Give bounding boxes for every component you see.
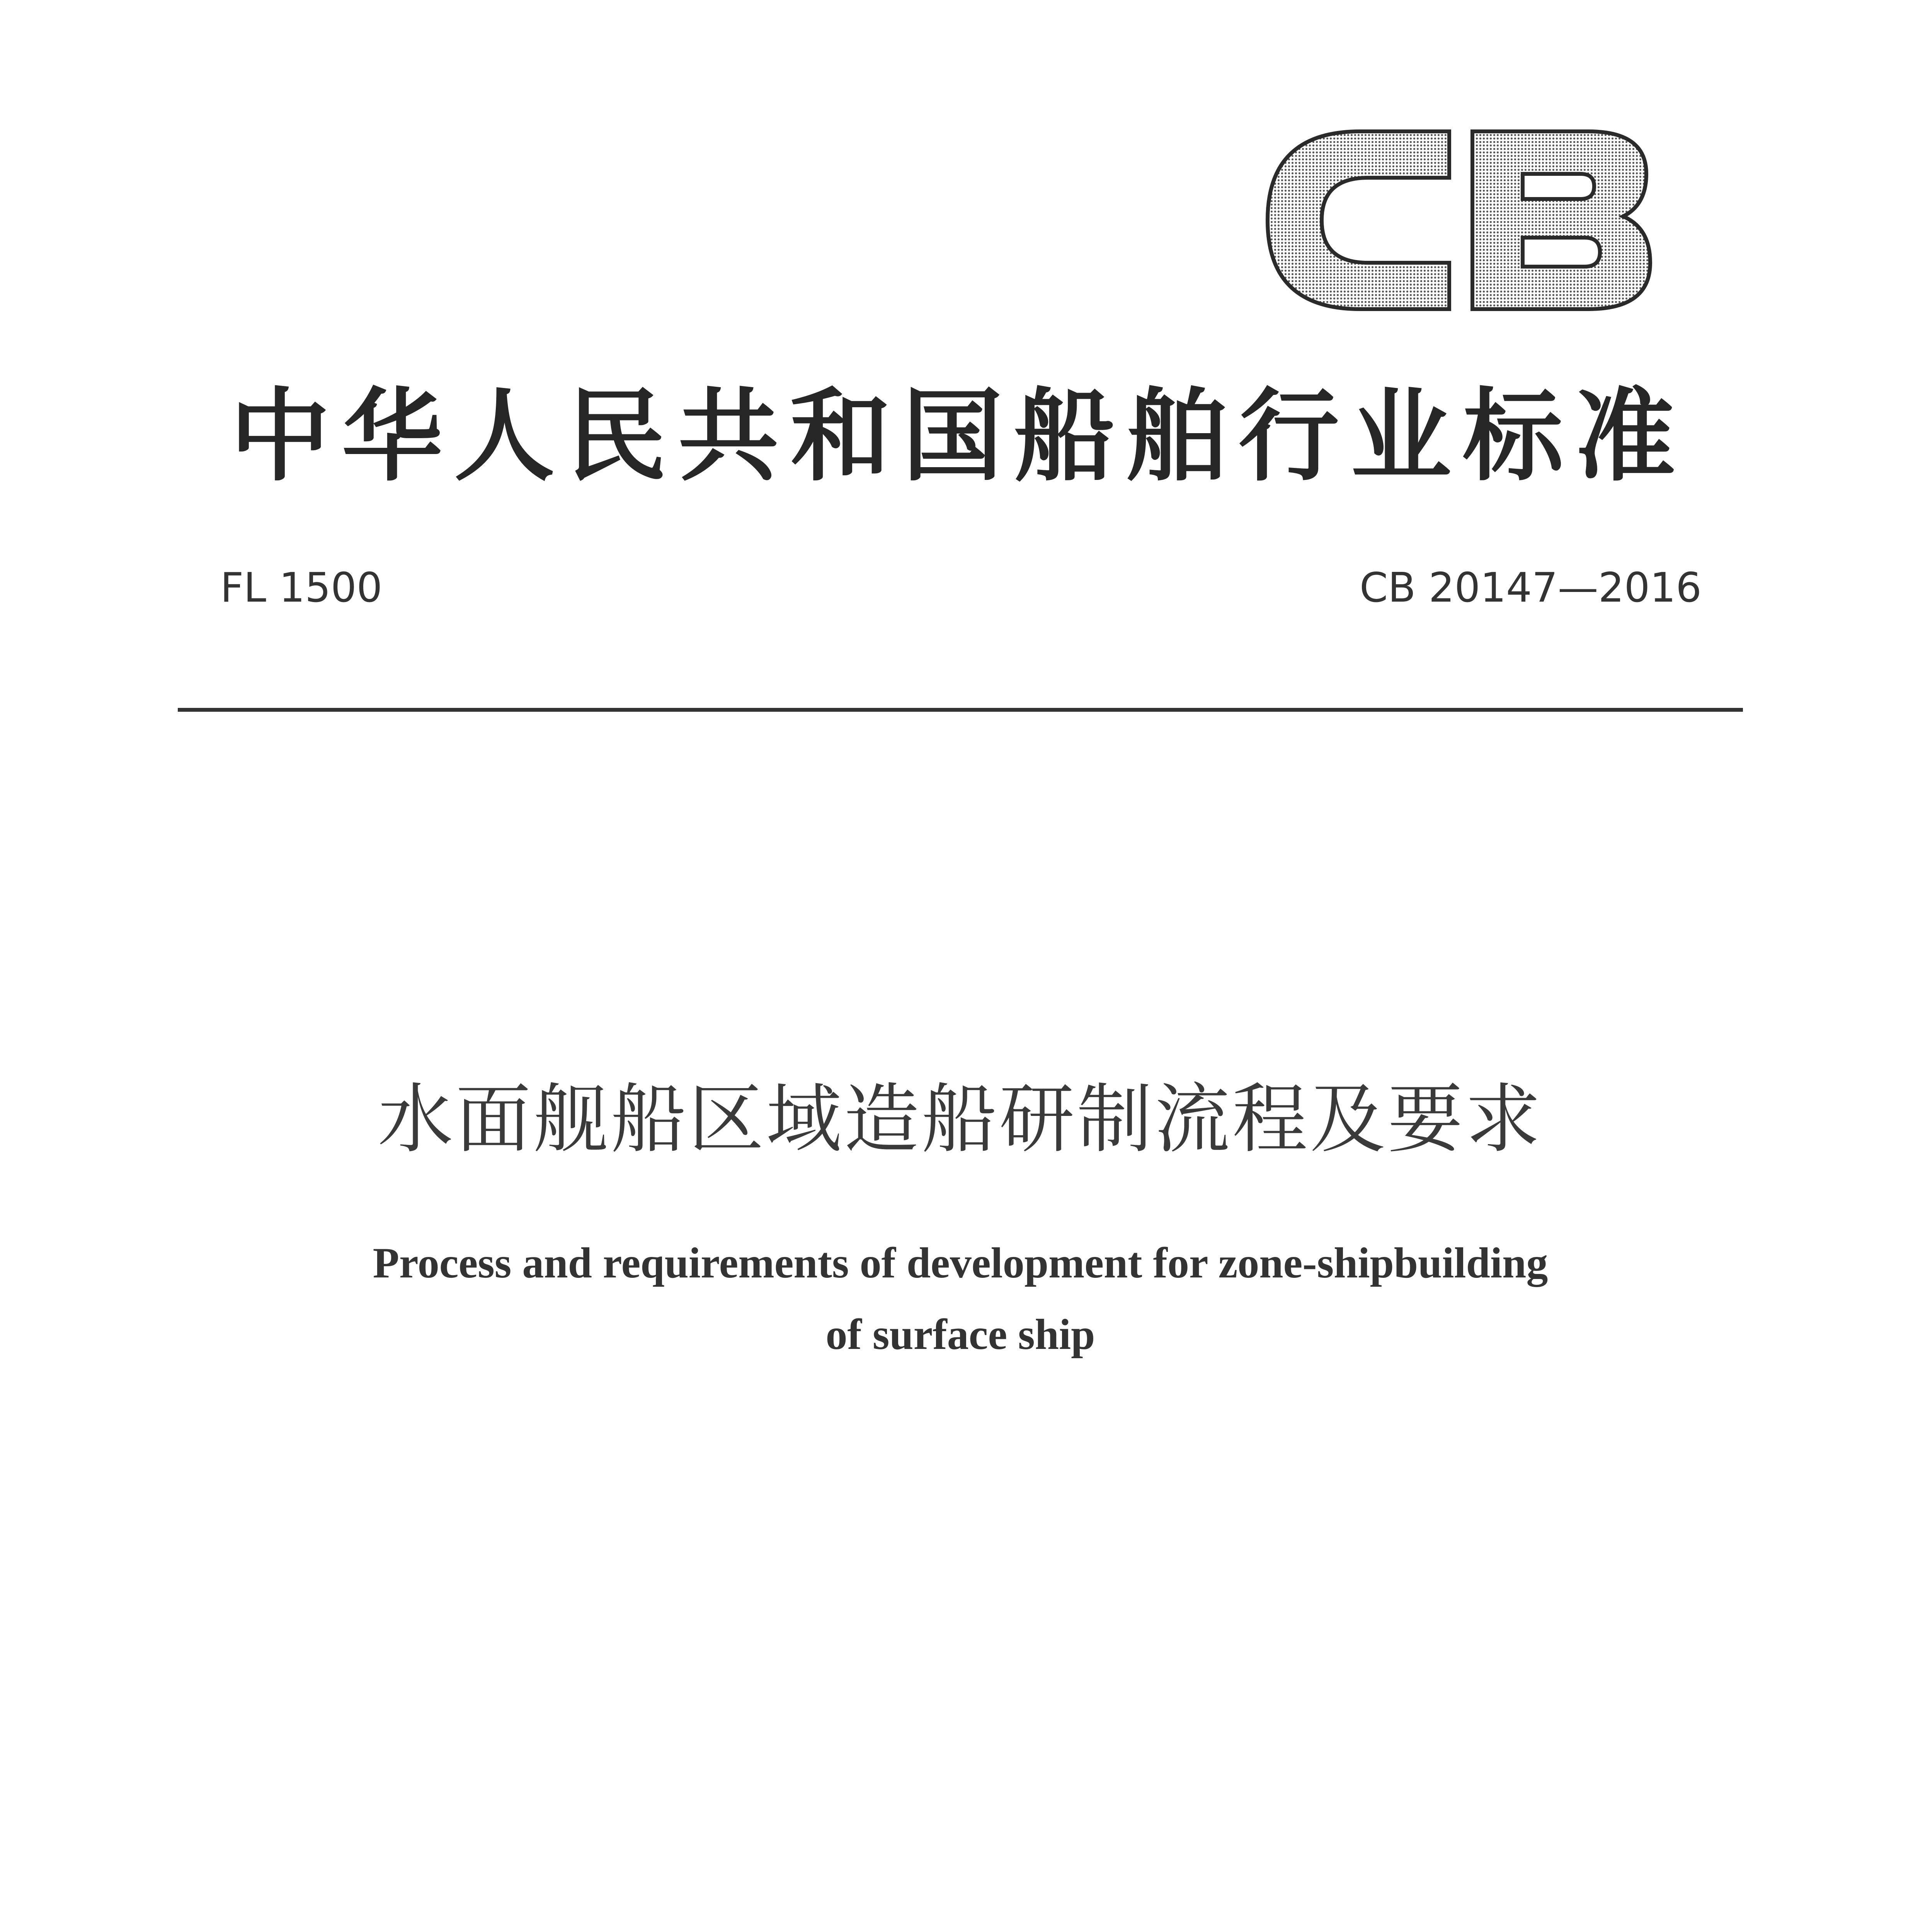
standard-number: CB 20147—2016: [1360, 564, 1702, 611]
cb-logo: [1256, 116, 1662, 325]
header-divider: [178, 708, 1743, 712]
document-title-chinese: 水面舰船区域造船研制流程及要求: [378, 1075, 1543, 1163]
organization-title: 中华人民共和国船舶行业标准: [230, 378, 1687, 495]
document-title-english-line1: Process and requirements of development for zone-shipbuilding: [373, 1239, 1548, 1287]
classification-code: FL 1500: [220, 564, 383, 611]
document-title-english-line2: of surface ship: [825, 1311, 1095, 1359]
